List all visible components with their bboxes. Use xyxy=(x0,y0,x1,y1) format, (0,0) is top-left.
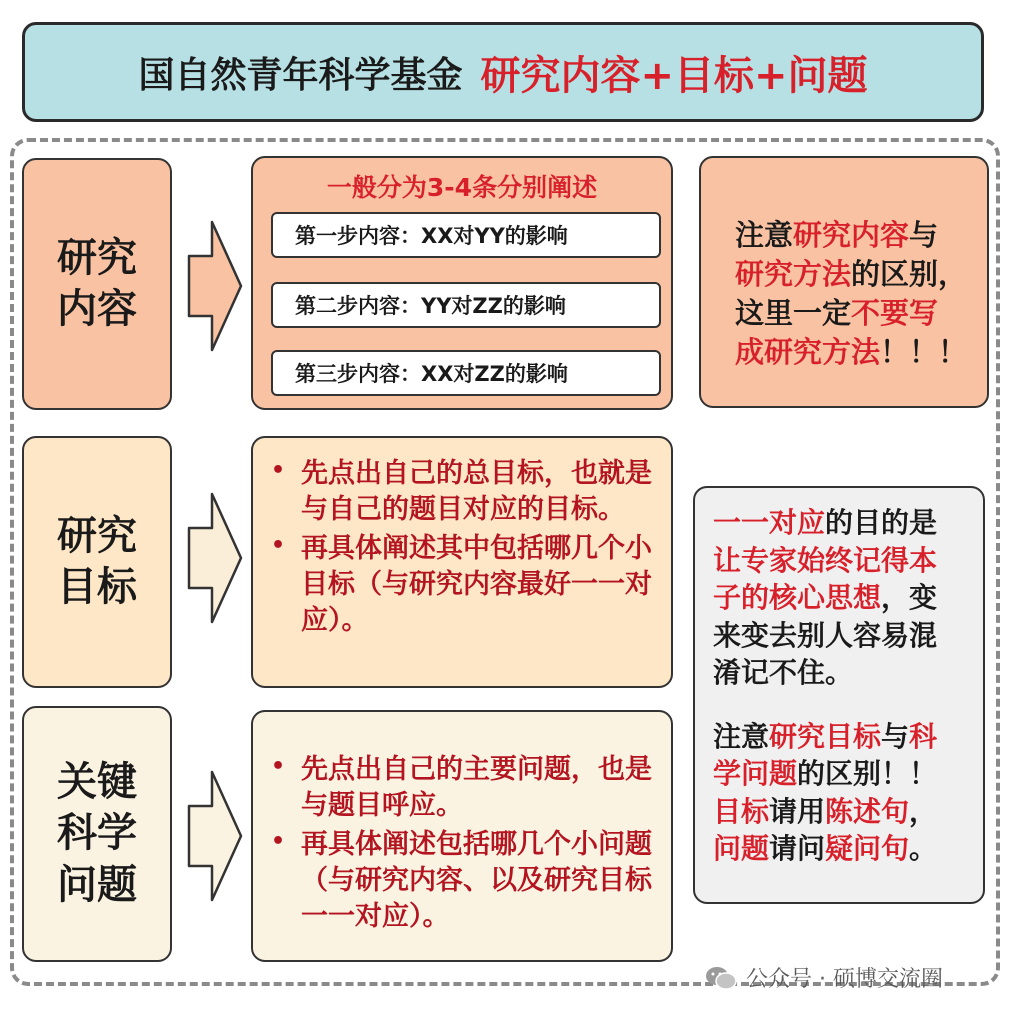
right-arrow-icon xyxy=(186,768,244,904)
note2-highlight: 疑问句 xyxy=(825,832,910,866)
label-line: 目标 xyxy=(57,564,137,610)
watermark xyxy=(704,962,943,993)
note2-text: 的区别！！ xyxy=(797,757,938,791)
note1-text: 这里一定 xyxy=(735,295,852,330)
list-item: • 再具体阐述包括哪几个小问题（与研究内容、以及研究目标一一对应）。 xyxy=(271,829,652,932)
label-line: 科学 xyxy=(57,810,137,857)
bullet-text: 先点出自己的主要问题，也是与题目呼应。 xyxy=(301,754,652,821)
label-line: 研究 xyxy=(57,234,137,281)
step-2-box: 第二步内容：YY对ZZ的影响 xyxy=(271,282,661,328)
list-item: • 先点出自己的主要问题，也是与题目呼应。 xyxy=(271,754,652,821)
label-key-question xyxy=(22,706,172,962)
note2-text: ，变 xyxy=(881,581,938,615)
note2-highlight: 陈述句 xyxy=(825,794,910,828)
note2-highlight: 目标 xyxy=(713,794,770,828)
note2-highlight: 让专家始终记得本 xyxy=(713,543,938,577)
wechat-icon xyxy=(704,964,738,992)
title-highlight: 研究内容+目标+问题 xyxy=(480,52,868,99)
step-1-box: 第一步内容：XX对YY的影响 xyxy=(271,212,661,258)
key-question-panel xyxy=(251,710,673,962)
label-research-content xyxy=(22,158,172,410)
right-arrow-icon xyxy=(186,218,244,354)
note-goal-question xyxy=(693,486,985,904)
note2-text: 的目的是 xyxy=(825,506,938,539)
list-item: • 先点出自己的总目标，也就是与自己的题目对应的目标。 xyxy=(271,458,652,525)
research-content-panel xyxy=(251,156,673,410)
right-arrow-icon xyxy=(186,490,244,626)
content-header: 一般分为3-4条分别阐述 xyxy=(326,173,598,202)
note1-highlight: 成研究方法 xyxy=(735,334,881,369)
note1-highlight: 研究方法 xyxy=(735,256,852,291)
research-goal-panel xyxy=(251,436,673,688)
note2-highlight: 子的核心思想 xyxy=(713,581,882,615)
bullet-text: 再具体阐述包括哪几个小问题（与研究内容、以及研究目标一一对应）。 xyxy=(301,829,652,932)
label-line: 关键 xyxy=(57,759,137,806)
note2-text: 来变去别人容易混 xyxy=(713,618,938,652)
label-line: 内容 xyxy=(57,286,137,332)
note1-text: 与 xyxy=(909,218,939,252)
note2-text: 与 xyxy=(881,719,910,753)
note1-text: ！！！ xyxy=(880,334,968,369)
label-line: 问题 xyxy=(57,861,137,908)
note2-highlight: 科 xyxy=(909,719,938,753)
note2-text: 请用 xyxy=(769,794,826,828)
note2-highlight: 一一对应 xyxy=(713,506,826,539)
step-3-box: 第三步内容：XX对ZZ的影响 xyxy=(271,350,661,396)
label-research-goal xyxy=(22,436,172,688)
note2-text: 请问 xyxy=(769,832,826,866)
note1-highlight: 不要写 xyxy=(851,295,939,330)
bullet-text: 再具体阐述其中包括哪几个小目标（与研究内容最好一一对应）。 xyxy=(301,533,652,636)
list-item: • 再具体阐述其中包括哪几个小目标（与研究内容最好一一对应）。 xyxy=(271,533,652,636)
note1-text: 注意 xyxy=(735,218,794,252)
note2-highlight: 学问题 xyxy=(713,757,798,791)
note2-text: 注意 xyxy=(713,719,770,753)
note2-text: 淆记不住。 xyxy=(713,656,854,690)
note1-highlight: 研究内容 xyxy=(793,218,910,252)
title-bar xyxy=(22,22,984,122)
note2-highlight: 研究目标 xyxy=(769,719,882,753)
note2-text: 。 xyxy=(909,832,938,866)
label-line: 研究 xyxy=(57,512,137,559)
note2-highlight: 问题 xyxy=(713,832,770,866)
bullet-text: 先点出自己的总目标，也就是与自己的题目对应的目标。 xyxy=(301,458,652,525)
note2-text: ， xyxy=(909,794,938,828)
watermark-text: 公众号 · 硕博交流圈 xyxy=(746,967,943,992)
title-plain: 国自然青年科学基金 xyxy=(138,54,463,96)
note1-text: 的区别， xyxy=(851,256,968,291)
note-research-method xyxy=(699,156,989,408)
